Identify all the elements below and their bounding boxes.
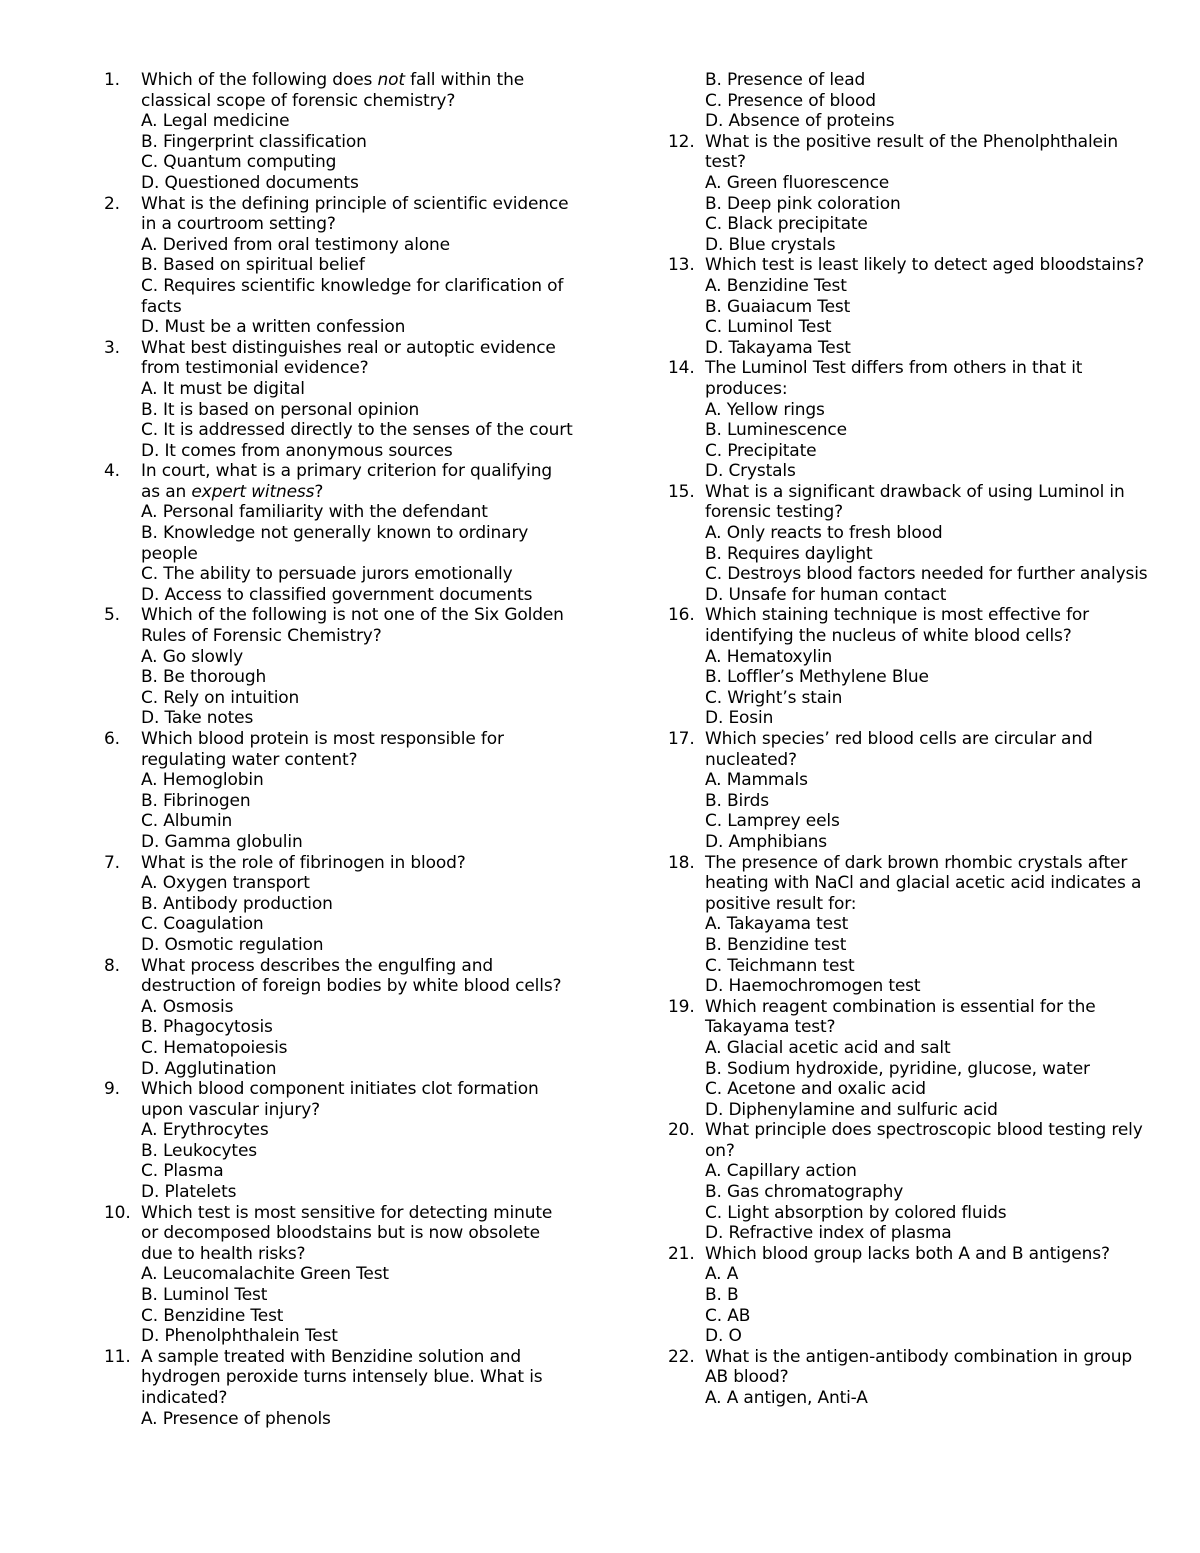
question-number: 7.: [104, 852, 120, 873]
question-number: 18.: [668, 852, 695, 873]
option-d: D. Access to classified government documents: [141, 584, 533, 605]
option-d: D. Gamma globulin: [141, 831, 303, 852]
question-number: 11.: [104, 1346, 131, 1367]
question-16: [668, 605, 1148, 729]
question-stem: Which of the following does not fall within the classical scope of forensic chemistry?: [141, 70, 524, 111]
option-b: B. Based on spiritual belief: [141, 255, 365, 276]
option-d: D. Diphenylamine and sulfuric acid: [705, 1099, 998, 1120]
question-number: 13.: [668, 255, 695, 276]
option-b: B. Birds: [705, 790, 769, 811]
option-d: D. Refractive index of plasma: [705, 1223, 952, 1244]
option-d: D. Phenolphthalein Test: [141, 1326, 338, 1347]
option-d: D. Takayama Test: [705, 337, 851, 358]
option-b: B. It is based on personal opinion: [141, 399, 420, 420]
option-b: B. Luminescence: [705, 420, 847, 441]
question-6: [104, 729, 574, 853]
option-c: C. Precipitate: [705, 440, 817, 461]
option-b: B. Benzidine test: [705, 934, 847, 955]
option-c: C. Luminol Test: [705, 317, 832, 338]
option-a: A. Oxygen transport: [141, 873, 310, 894]
option-c: C. Destroys blood factors needed for further analysis: [705, 564, 1148, 585]
question-stem: Which species’ red blood cells are circular and nucleated?: [705, 729, 1093, 770]
question-stem: In court, what is a primary criterion for qualifying as an expert witness?: [141, 461, 552, 502]
question-4: [104, 461, 574, 605]
question-number: 16.: [668, 605, 695, 626]
right-column: [668, 70, 1148, 1409]
question-stem: The presence of dark brown rhombic crystals after heating with NaCl and glacial acetic acid indicates a positive result for:: [705, 852, 1142, 914]
question-stem: What best distinguishes real or autoptic evidence from testimonial evidence?: [141, 337, 556, 379]
question-stem: What is the positive result of the Phenolphthalein test?: [705, 131, 1119, 173]
option-c: C. Acetone and oxalic acid: [705, 1079, 926, 1100]
option-a: A. Presence of phenols: [141, 1408, 331, 1429]
question-stem: Which test is least likely to detect aged bloodstains?: [705, 255, 1145, 276]
question-17: [668, 729, 1148, 853]
option-b: B. Knowledge not generally known to ordinary people: [141, 523, 529, 564]
option-c: C. Requires scientific knowledge for clarification of facts: [141, 275, 564, 317]
option-d: D. Platelets: [141, 1182, 237, 1203]
option-b: B. Leukocytes: [141, 1140, 257, 1161]
question-7: [104, 853, 574, 956]
option-d: D. Haemochromogen test: [705, 976, 921, 997]
question-number: 14.: [668, 358, 695, 379]
question-stem: What process describes the engulfing and destruction of foreign bodies by white blood cells?: [141, 955, 562, 997]
question-number: 9.: [104, 1079, 120, 1100]
option-a: A. Personal familiarity with the defendant: [141, 502, 488, 523]
option-b: B. Be thorough: [141, 667, 267, 688]
emphasis-expert-witness: expert witness: [191, 481, 315, 502]
option-b: B. Fingerprint classification: [141, 131, 367, 152]
question-11-continued: [668, 70, 1148, 132]
question-1: [104, 70, 574, 194]
question-8: [104, 956, 574, 1080]
option-b: B. Requires daylight: [705, 543, 873, 564]
question-stem: The Luminol Test differs from others in that it produces:: [705, 358, 1083, 399]
option-c: C. Lamprey eels: [705, 811, 840, 832]
option-c: C. Albumin: [141, 811, 233, 832]
option-c: C. Teichmann test: [705, 955, 855, 976]
question-number: 20.: [668, 1120, 695, 1141]
option-c: C. Light absorption by colored fluids: [705, 1202, 1007, 1223]
option-a: A. Leucomalachite Green Test: [141, 1264, 389, 1285]
question-3: [104, 338, 574, 462]
option-c: C. AB: [705, 1305, 751, 1326]
option-a: A. A antigen, Anti-A: [705, 1388, 868, 1408]
question-11: [104, 1347, 574, 1429]
option-d: D. Amphibians: [705, 831, 827, 852]
option-b: B. Presence of lead: [705, 70, 866, 90]
option-b: B. Phagocytosis: [141, 1017, 273, 1038]
question-number: 22.: [668, 1346, 695, 1367]
option-b: B. Fibrinogen: [141, 790, 251, 811]
option-b: B. Guaiacum Test: [705, 296, 851, 317]
option-c: C. Presence of blood: [705, 90, 876, 111]
question-number: 1.: [104, 70, 120, 90]
question-stem: Which of the following is not one of the Six Golden Rules of Forensic Chemistry?: [141, 605, 564, 647]
left-column: [104, 70, 574, 1429]
emphasis-not: not: [377, 70, 405, 90]
question-stem: Which staining technique is most effective for identifying the nucleus of white blood cells?: [705, 605, 1090, 647]
option-a: A. Erythrocytes: [141, 1120, 269, 1141]
option-d: D. Blue crystals: [705, 234, 836, 255]
question-stem: What is the role of fibrinogen in blood?: [141, 852, 466, 873]
option-a: A. Yellow rings: [705, 399, 825, 420]
option-d: D. Questioned documents: [141, 172, 359, 193]
option-d: D. Crystals: [705, 461, 796, 482]
question-number: 21.: [668, 1243, 695, 1264]
option-c: C. Hematopoiesis: [141, 1037, 288, 1058]
question-12: [668, 132, 1148, 256]
option-b: B. Antibody production: [141, 893, 333, 914]
question-15: [668, 482, 1148, 606]
option-c: C. The ability to persuade jurors emotionally: [141, 564, 513, 585]
question-number: 6.: [104, 729, 120, 749]
question-10: [104, 1203, 574, 1347]
question-5: [104, 605, 574, 729]
option-b: B. Gas chromatography: [705, 1182, 904, 1203]
question-number: 8.: [104, 955, 120, 976]
option-a: A. Capillary action: [705, 1161, 857, 1182]
question-20: [668, 1120, 1148, 1244]
option-b: B. Luminol Test: [141, 1285, 268, 1306]
option-a: A. Hemoglobin: [141, 770, 264, 791]
question-number: 17.: [668, 729, 695, 749]
question-stem: Which blood component initiates clot formation upon vascular injury?: [141, 1079, 539, 1120]
option-c: C. Quantum computing: [141, 152, 337, 173]
option-c: C. Rely on intuition: [141, 687, 300, 708]
question-stem: Which test is most sensitive for detecting minute or decomposed bloodstains but is now obsolete due to health risks?: [141, 1202, 553, 1264]
question-stem: Which reagent combination is essential for the Takayama test?: [705, 996, 1096, 1038]
question-13: [668, 255, 1148, 358]
option-d: D. Absence of proteins: [705, 111, 895, 132]
option-d: D. Osmotic regulation: [141, 934, 324, 955]
question-2: [104, 194, 574, 338]
option-c: C. Plasma: [141, 1161, 224, 1182]
option-d: D. It comes from anonymous sources: [141, 440, 453, 461]
question-number: 3.: [104, 337, 120, 358]
question-18: [668, 853, 1148, 997]
question-21: [668, 1244, 1148, 1347]
question-22: [668, 1347, 1148, 1409]
option-a: A. A: [705, 1264, 739, 1285]
option-c: C. Black precipitate: [705, 214, 868, 235]
option-d: D. Agglutination: [141, 1058, 277, 1079]
question-stem: A sample treated with Benzidine solution and hydrogen peroxide turns intensely blue. What is indicated?: [141, 1346, 543, 1408]
question-9: [104, 1079, 574, 1203]
option-b: B. Sodium hydroxide, pyridine, glucose, water: [705, 1058, 1090, 1079]
question-number: 4.: [104, 461, 120, 482]
option-b: B. B: [705, 1285, 739, 1306]
question-number: 19.: [668, 996, 695, 1017]
option-a: A. Benzidine Test: [705, 275, 847, 296]
option-c: C. Wright’s stain: [705, 687, 843, 708]
question-stem: Which blood protein is most responsible for regulating water content?: [141, 729, 504, 770]
option-c: C. Benzidine Test: [141, 1305, 284, 1326]
question-19: [668, 997, 1148, 1121]
option-d: D. Must be a written confession: [141, 317, 406, 338]
option-a: A. Mammals: [705, 770, 808, 791]
option-d: D. O: [705, 1326, 742, 1347]
option-a: A. Takayama test: [705, 914, 849, 935]
option-a: A. Derived from oral testimony alone: [141, 234, 450, 255]
question-number: 5.: [104, 605, 120, 626]
question-stem: What is the antigen-antibody combination in group AB blood?: [705, 1346, 1133, 1388]
option-d: D. Take notes: [141, 708, 254, 729]
question-stem: Which blood group lacks both A and B antigens?: [705, 1243, 1110, 1264]
option-a: A. Legal medicine: [141, 111, 290, 132]
option-a: A. It must be digital: [141, 378, 305, 399]
question-stem: What principle does spectroscopic blood testing rely on?: [705, 1120, 1143, 1161]
question-number: 15.: [668, 481, 695, 502]
option-a: A. Glacial acetic acid and salt: [705, 1037, 951, 1058]
question-stem: What is a significant drawback of using Luminol in forensic testing?: [705, 481, 1125, 523]
option-a: A. Green fluorescence: [705, 172, 890, 193]
question-stem: What is the defining principle of scientific evidence in a courtroom setting?: [141, 193, 569, 235]
option-b: B. Loffler’s Methylene Blue: [705, 667, 929, 688]
option-a: A. Osmosis: [141, 996, 234, 1017]
question-14: [668, 358, 1148, 482]
option-a: A. Go slowly: [141, 646, 243, 667]
option-b: B. Deep pink coloration: [705, 193, 901, 214]
option-d: D. Eosin: [705, 708, 774, 729]
option-d: D. Unsafe for human contact: [705, 584, 947, 605]
question-number: 10.: [104, 1202, 131, 1223]
question-number: 12.: [668, 131, 695, 152]
option-a: A. Only reacts to fresh blood: [705, 523, 943, 544]
option-a: A. Hematoxylin: [705, 646, 833, 667]
question-number: 2.: [104, 193, 120, 214]
option-c: C. Coagulation: [141, 914, 264, 935]
option-c: C. It is addressed directly to the senses of the court: [141, 420, 573, 441]
